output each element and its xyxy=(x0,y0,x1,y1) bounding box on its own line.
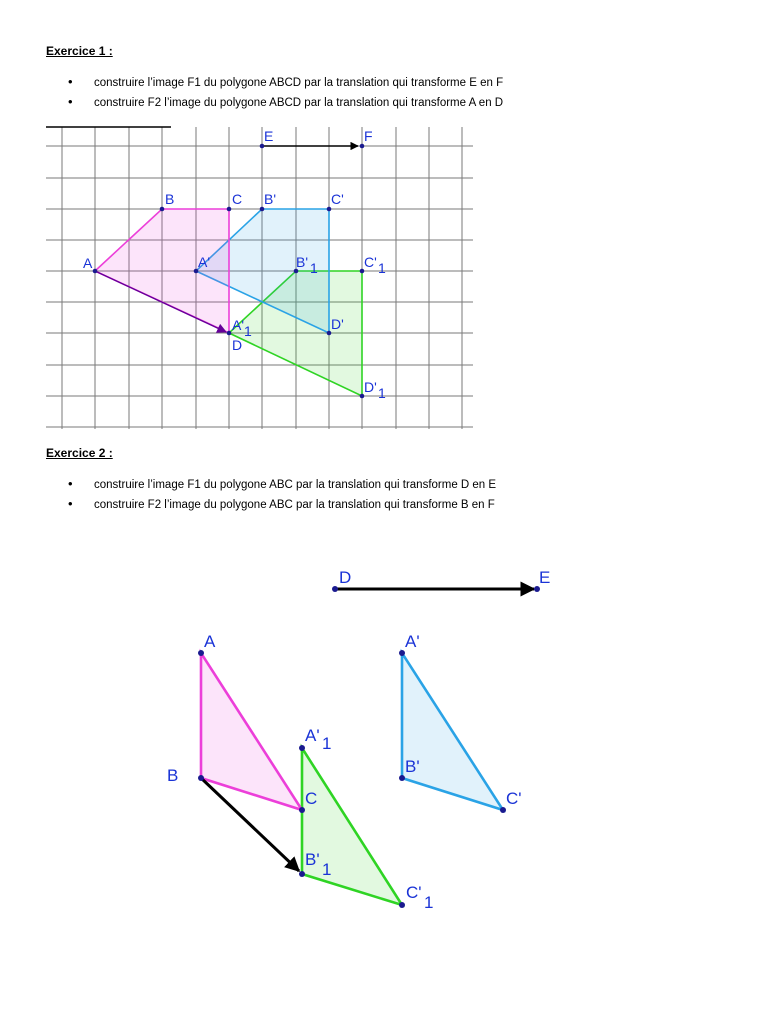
label-E: E xyxy=(264,128,274,144)
label-B-prime: B' xyxy=(264,191,277,207)
label2-C: C xyxy=(305,789,318,808)
label-D: D xyxy=(232,337,243,353)
triangle-F2 xyxy=(302,748,402,905)
label-B: B xyxy=(165,191,175,207)
label2-A: A xyxy=(204,632,216,651)
label2-A-prime: A' xyxy=(405,632,420,651)
triangle-F1 xyxy=(402,653,503,810)
exercise2-heading: Exercice 2 : xyxy=(46,446,113,460)
label-F: F xyxy=(364,128,373,144)
label-D1: D' xyxy=(364,379,377,395)
label2-C1-sub: 1 xyxy=(424,893,434,912)
exercise2-instruction-2: • construire F2 l’image du polygone ABC par la translation qui transforme B en F xyxy=(68,494,496,514)
label2-A1-sub: 1 xyxy=(322,734,332,753)
label-A1: A' xyxy=(232,317,245,333)
exercise1-instruction-1: • construire l’image F1 du polygone ABCD par la translation qui transforme E en F xyxy=(68,72,503,92)
exercise2-instruction-1: • construire l’image F1 du polygone ABC par la translation qui transforme D en E xyxy=(68,474,496,494)
label-B1-sub: 1 xyxy=(310,260,318,276)
label-D1-sub: 1 xyxy=(378,385,386,401)
label-D-prime: D' xyxy=(331,316,344,332)
label2-B-prime: B' xyxy=(405,757,420,776)
label-C: C xyxy=(232,191,243,207)
exercise1-heading: Exercice 1 : xyxy=(46,44,113,58)
label-C-prime: C' xyxy=(331,191,344,207)
label-C1: C' xyxy=(364,254,377,270)
label2-B1: B' xyxy=(305,850,320,869)
label-C1-sub: 1 xyxy=(378,260,386,276)
label-B1: B' xyxy=(296,254,309,270)
exercise1-instruction-2: • construire F2 l’image du polygone ABCD par la translation qui transforme A en D xyxy=(68,92,503,112)
triangle-ABC xyxy=(201,653,302,810)
label2-B: B xyxy=(167,766,179,785)
label-A1-sub: 1 xyxy=(244,323,252,339)
label2-D: D xyxy=(339,568,352,587)
label2-C1: C' xyxy=(406,883,422,902)
label-A-prime: A' xyxy=(198,254,211,270)
label-A: A xyxy=(83,255,93,271)
label2-C-prime: C' xyxy=(506,789,522,808)
label2-E: E xyxy=(539,568,551,587)
label2-B1-sub: 1 xyxy=(322,860,332,879)
label2-A1: A' xyxy=(305,726,320,745)
